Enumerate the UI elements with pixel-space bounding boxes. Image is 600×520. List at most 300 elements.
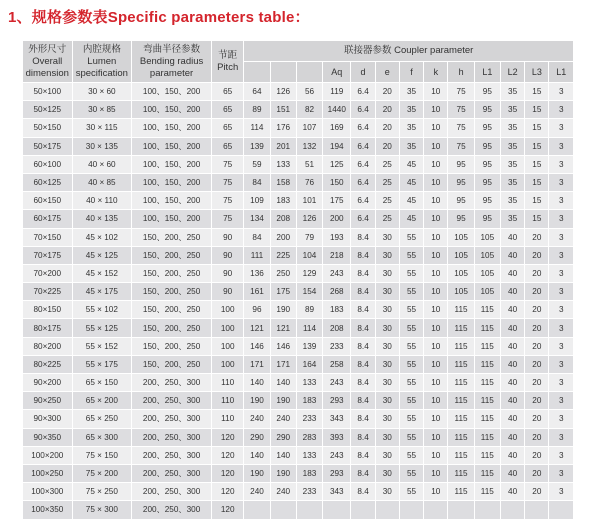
table-cell: 1440 <box>323 101 350 118</box>
table-cell: 3 <box>549 83 573 100</box>
table-cell: 90×250 <box>23 392 72 409</box>
table-cell: 80×200 <box>23 338 72 355</box>
table-cell: 115 <box>475 447 500 464</box>
table-cell: 40 <box>501 374 524 391</box>
table-cell: 30 <box>376 447 399 464</box>
table-cell: 115 <box>475 483 500 500</box>
table-cell: 140 <box>271 447 296 464</box>
table-cell: 40 <box>501 410 524 427</box>
table-cell: 55 <box>400 247 423 264</box>
coupler-column-header: e <box>376 62 399 82</box>
table-cell: 100、150、200 <box>132 210 211 227</box>
table-cell: 225 <box>271 247 296 264</box>
table-cell: 95 <box>475 210 500 227</box>
table-cell: 20 <box>525 247 548 264</box>
table-cell: 343 <box>323 483 350 500</box>
table-cell: 15 <box>525 119 548 136</box>
table-cell: 75 <box>212 192 243 209</box>
table-row <box>23 301 573 318</box>
table-cell: 80×150 <box>23 301 72 318</box>
table-cell: 3 <box>549 447 573 464</box>
table-cell: 10 <box>424 447 447 464</box>
table-cell <box>525 501 548 518</box>
table-cell: 171 <box>244 356 269 373</box>
table-cell: 65 <box>212 83 243 100</box>
table-cell: 250 <box>271 265 296 282</box>
table-cell: 115 <box>448 465 473 482</box>
table-cell: 8.4 <box>351 283 374 300</box>
table-cell: 35 <box>501 174 524 191</box>
header-overall-dimension: 外形尺寸 Overall dimension <box>23 41 72 82</box>
table-cell: 134 <box>244 210 269 227</box>
table-cell <box>351 501 374 518</box>
table-cell: 30 × 135 <box>73 138 132 155</box>
table-cell: 115 <box>448 429 473 446</box>
table-cell: 8.4 <box>351 247 374 264</box>
table-cell: 100×300 <box>23 483 72 500</box>
table-cell: 40 <box>501 392 524 409</box>
header-pitch: 节距 Pitch <box>212 41 243 82</box>
table-cell: 133 <box>297 447 322 464</box>
table-cell: 15 <box>525 138 548 155</box>
table-cell: 70×200 <box>23 265 72 282</box>
table-cell: 3 <box>549 429 573 446</box>
table-cell: 101 <box>297 192 322 209</box>
table-cell: 125 <box>323 156 350 173</box>
table-cell: 115 <box>475 338 500 355</box>
table-cell: 30 <box>376 465 399 482</box>
table-cell: 76 <box>297 174 322 191</box>
table-cell: 111 <box>244 247 269 264</box>
table-cell: 115 <box>448 483 473 500</box>
table-cell: 105 <box>448 229 473 246</box>
table-cell: 40 <box>501 265 524 282</box>
table-cell: 3 <box>549 374 573 391</box>
table-cell: 55 <box>400 410 423 427</box>
table-cell: 40 <box>501 447 524 464</box>
table-cell: 240 <box>271 483 296 500</box>
table-cell: 190 <box>244 465 269 482</box>
table-cell: 30 <box>376 247 399 264</box>
table-cell <box>271 501 296 518</box>
table-cell: 114 <box>297 319 322 336</box>
table-cell: 90×300 <box>23 410 72 427</box>
table-cell: 183 <box>271 192 296 209</box>
table-cell: 75 <box>448 119 473 136</box>
table-cell: 121 <box>271 319 296 336</box>
coupler-column-header: L1 <box>475 62 500 82</box>
coupler-column-header: L3 <box>525 62 548 82</box>
table-cell: 183 <box>297 392 322 409</box>
table-cell: 119 <box>323 83 350 100</box>
table-cell: 105 <box>448 247 473 264</box>
table-cell: 3 <box>549 283 573 300</box>
table-cell: 154 <box>297 283 322 300</box>
table-cell: 10 <box>424 156 447 173</box>
table-cell: 183 <box>297 465 322 482</box>
table-cell: 240 <box>244 483 269 500</box>
table-cell: 40 <box>501 301 524 318</box>
table-cell: 60×150 <box>23 192 72 209</box>
table-cell: 258 <box>323 356 350 373</box>
table-cell: 115 <box>475 374 500 391</box>
table-cell: 120 <box>212 501 243 518</box>
table-cell: 60×175 <box>23 210 72 227</box>
table-cell: 55 × 102 <box>73 301 132 318</box>
table-cell: 3 <box>549 156 573 173</box>
table-cell: 10 <box>424 192 447 209</box>
table-cell: 75 <box>448 83 473 100</box>
table-cell: 121 <box>244 319 269 336</box>
table-row <box>23 283 573 300</box>
table-cell: 10 <box>424 465 447 482</box>
table-cell: 3 <box>549 265 573 282</box>
table-row <box>23 138 573 155</box>
table-cell: 10 <box>424 101 447 118</box>
table-cell: 95 <box>475 156 500 173</box>
table-cell: 169 <box>323 119 350 136</box>
table-row <box>23 356 573 373</box>
table-cell: 20 <box>376 119 399 136</box>
table-cell: 30 <box>376 283 399 300</box>
table-row <box>23 119 573 136</box>
table-cell <box>501 501 524 518</box>
table-cell: 100 <box>212 301 243 318</box>
table-cell: 75 <box>448 101 473 118</box>
table-cell <box>323 501 350 518</box>
table-cell: 293 <box>323 465 350 482</box>
table-cell: 115 <box>475 429 500 446</box>
table-cell: 105 <box>448 265 473 282</box>
coupler-column-header: h <box>448 62 473 82</box>
table-cell: 105 <box>475 229 500 246</box>
table-cell: 40 <box>501 465 524 482</box>
table-cell: 3 <box>549 319 573 336</box>
table-cell: 171 <box>271 356 296 373</box>
table-cell: 176 <box>271 119 296 136</box>
table-cell: 126 <box>297 210 322 227</box>
table-cell: 50×100 <box>23 83 72 100</box>
table-cell: 20 <box>525 319 548 336</box>
table-cell: 268 <box>323 283 350 300</box>
table-cell <box>297 501 322 518</box>
table-cell: 100、150、200 <box>132 174 211 191</box>
table-cell: 115 <box>448 447 473 464</box>
table-cell: 40 <box>501 283 524 300</box>
table-cell: 100、150、200 <box>132 119 211 136</box>
table-cell: 75 <box>212 210 243 227</box>
table-cell: 15 <box>525 174 548 191</box>
table-cell: 146 <box>244 338 269 355</box>
table-cell: 10 <box>424 301 447 318</box>
table-cell: 30 <box>376 374 399 391</box>
table-cell: 40 <box>501 429 524 446</box>
table-cell: 45 × 125 <box>73 247 132 264</box>
table-cell: 35 <box>501 83 524 100</box>
table-cell: 84 <box>244 174 269 191</box>
table-cell: 200、250、300 <box>132 392 211 409</box>
table-cell: 75 <box>448 138 473 155</box>
table-cell: 60×125 <box>23 174 72 191</box>
table-cell: 55 <box>400 465 423 482</box>
table-cell: 15 <box>525 101 548 118</box>
table-cell: 240 <box>271 410 296 427</box>
table-cell: 6.4 <box>351 156 374 173</box>
table-cell: 59 <box>244 156 269 173</box>
header-coupler-parameter: 联接器参数 Coupler parameter <box>244 41 573 61</box>
header-bending-radius: 弯曲半径参数 Bending radius parameter <box>132 41 211 82</box>
table-cell: 3 <box>549 138 573 155</box>
table-cell: 40 <box>501 229 524 246</box>
table-cell: 56 <box>297 83 322 100</box>
table-cell: 150 <box>323 174 350 191</box>
table-cell: 35 <box>400 101 423 118</box>
table-cell: 10 <box>424 410 447 427</box>
coupler-column-header: d <box>351 62 374 82</box>
table-cell: 95 <box>475 174 500 191</box>
table-cell: 40 × 85 <box>73 174 132 191</box>
table-cell: 140 <box>271 374 296 391</box>
table-cell: 75 × 250 <box>73 483 132 500</box>
table-cell: 10 <box>424 283 447 300</box>
table-cell: 80×225 <box>23 356 72 373</box>
table-cell: 89 <box>244 101 269 118</box>
table-cell: 70×150 <box>23 229 72 246</box>
table-cell: 95 <box>475 119 500 136</box>
table-cell: 8.4 <box>351 229 374 246</box>
table-row <box>23 501 573 518</box>
table-cell: 105 <box>475 283 500 300</box>
table-cell: 45 <box>400 192 423 209</box>
table-cell: 45 × 175 <box>73 283 132 300</box>
table-cell: 95 <box>448 192 473 209</box>
table-cell: 115 <box>475 410 500 427</box>
table-cell: 120 <box>212 465 243 482</box>
table-row <box>23 447 573 464</box>
table-cell: 96 <box>244 301 269 318</box>
table-cell: 40 <box>501 338 524 355</box>
table-cell: 290 <box>271 429 296 446</box>
table-cell: 20 <box>376 83 399 100</box>
table-cell: 240 <box>244 410 269 427</box>
table-cell: 64 <box>244 83 269 100</box>
table-cell: 115 <box>448 410 473 427</box>
table-cell: 3 <box>549 356 573 373</box>
table-cell: 65 × 300 <box>73 429 132 446</box>
table-cell: 90×350 <box>23 429 72 446</box>
table-cell: 3 <box>549 174 573 191</box>
table-cell: 8.4 <box>351 338 374 355</box>
table-cell: 20 <box>525 410 548 427</box>
table-cell: 40 <box>501 319 524 336</box>
table-cell: 90 <box>212 265 243 282</box>
table-cell: 100、150、200 <box>132 83 211 100</box>
table-cell: 30 <box>376 265 399 282</box>
table-cell: 10 <box>424 429 447 446</box>
table-cell: 55 <box>400 301 423 318</box>
table-row <box>23 338 573 355</box>
table-cell: 40 <box>501 356 524 373</box>
table-cell: 201 <box>271 138 296 155</box>
table-cell: 55 <box>400 374 423 391</box>
table-cell: 35 <box>400 83 423 100</box>
table-cell: 8.4 <box>351 429 374 446</box>
table-cell: 110 <box>212 374 243 391</box>
table-cell: 110 <box>212 392 243 409</box>
table-cell: 150、200、250 <box>132 283 211 300</box>
table-cell: 150、200、250 <box>132 319 211 336</box>
table-cell: 50×150 <box>23 119 72 136</box>
table-cell: 75 <box>212 174 243 191</box>
table-cell: 3 <box>549 119 573 136</box>
table-cell: 30 <box>376 229 399 246</box>
table-cell: 200 <box>271 229 296 246</box>
table-cell: 107 <box>297 119 322 136</box>
table-cell: 89 <box>297 301 322 318</box>
table-cell: 8.4 <box>351 410 374 427</box>
table-cell: 20 <box>376 138 399 155</box>
table-cell: 343 <box>323 410 350 427</box>
table-cell: 114 <box>244 119 269 136</box>
table-cell: 233 <box>297 483 322 500</box>
table-cell: 70×225 <box>23 283 72 300</box>
table-cell: 175 <box>271 283 296 300</box>
table-cell: 20 <box>525 465 548 482</box>
table-cell: 115 <box>475 465 500 482</box>
table-cell: 30 <box>376 410 399 427</box>
table-row <box>23 319 573 336</box>
table-cell: 164 <box>297 356 322 373</box>
table-cell: 8.4 <box>351 301 374 318</box>
table-cell: 40 × 60 <box>73 156 132 173</box>
table-cell: 30 <box>376 392 399 409</box>
table-cell: 150、200、250 <box>132 265 211 282</box>
table-cell: 95 <box>448 174 473 191</box>
coupler-column-header: k <box>424 62 447 82</box>
table-cell: 283 <box>297 429 322 446</box>
table-cell: 6.4 <box>351 174 374 191</box>
table-cell: 35 <box>501 210 524 227</box>
table-cell: 25 <box>376 192 399 209</box>
table-cell: 115 <box>448 392 473 409</box>
table-cell: 8.4 <box>351 374 374 391</box>
table-cell: 65 × 200 <box>73 392 132 409</box>
table-cell: 3 <box>549 192 573 209</box>
table-cell: 8.4 <box>351 483 374 500</box>
table-cell: 55 <box>400 447 423 464</box>
table-cell: 8.4 <box>351 447 374 464</box>
table-cell: 55 <box>400 283 423 300</box>
table-cell: 132 <box>297 138 322 155</box>
table-cell: 3 <box>549 410 573 427</box>
table-cell: 79 <box>297 229 322 246</box>
table-cell: 55 <box>400 265 423 282</box>
parameters-table <box>22 40 574 520</box>
table-cell: 8.4 <box>351 465 374 482</box>
table-cell: 3 <box>549 338 573 355</box>
table-cell: 65 <box>212 119 243 136</box>
table-cell: 115 <box>475 392 500 409</box>
table-cell: 233 <box>297 410 322 427</box>
table-cell: 140 <box>244 447 269 464</box>
page-title: 1、规格参数表Specific parameters table： <box>8 9 310 26</box>
table-cell: 208 <box>271 210 296 227</box>
coupler-column-header: L2 <box>501 62 524 82</box>
table-cell: 55 <box>400 319 423 336</box>
table-row <box>23 465 573 482</box>
table-cell: 45 × 102 <box>73 229 132 246</box>
table-cell: 6.4 <box>351 83 374 100</box>
table-cell: 3 <box>549 483 573 500</box>
table-cell: 25 <box>376 156 399 173</box>
table-cell: 40 <box>501 247 524 264</box>
table-cell: 110 <box>212 410 243 427</box>
table-cell: 30 × 85 <box>73 101 132 118</box>
table-cell: 10 <box>424 210 447 227</box>
table-cell: 55 × 152 <box>73 338 132 355</box>
table-cell: 175 <box>323 192 350 209</box>
table-cell: 8.4 <box>351 392 374 409</box>
table-cell <box>376 501 399 518</box>
table-row <box>23 429 573 446</box>
table-row <box>23 247 573 264</box>
table-cell: 10 <box>424 265 447 282</box>
table-cell: 20 <box>525 429 548 446</box>
table-cell: 104 <box>297 247 322 264</box>
table-cell: 115 <box>448 319 473 336</box>
table-cell: 139 <box>297 338 322 355</box>
table-cell <box>549 501 573 518</box>
table-cell: 35 <box>400 138 423 155</box>
table-cell: 30 <box>376 429 399 446</box>
table-cell: 105 <box>475 265 500 282</box>
table-cell: 45 × 152 <box>73 265 132 282</box>
table-cell: 100×350 <box>23 501 72 518</box>
table-cell: 45 <box>400 210 423 227</box>
table-cell: 10 <box>424 83 447 100</box>
table-cell: 40 <box>501 483 524 500</box>
table-cell: 109 <box>244 192 269 209</box>
table-cell: 105 <box>448 283 473 300</box>
table-cell: 82 <box>297 101 322 118</box>
table-row <box>23 265 573 282</box>
table-cell: 20 <box>525 483 548 500</box>
table-cell: 133 <box>297 374 322 391</box>
table-cell: 35 <box>501 101 524 118</box>
table-cell: 139 <box>244 138 269 155</box>
table-row <box>23 374 573 391</box>
table-cell: 6.4 <box>351 119 374 136</box>
table-cell: 35 <box>501 156 524 173</box>
table-cell: 190 <box>244 392 269 409</box>
table-cell: 115 <box>475 356 500 373</box>
table-cell: 3 <box>549 101 573 118</box>
table-row <box>23 392 573 409</box>
table-cell: 80×175 <box>23 319 72 336</box>
table-cell: 140 <box>244 374 269 391</box>
table-cell: 120 <box>212 483 243 500</box>
table-cell: 55 <box>400 429 423 446</box>
table-cell: 30 <box>376 301 399 318</box>
table-cell: 50×125 <box>23 101 72 118</box>
table-cell: 95 <box>475 83 500 100</box>
table-cell: 183 <box>323 301 350 318</box>
table-row <box>23 410 573 427</box>
table-cell: 126 <box>271 83 296 100</box>
table-cell: 35 <box>501 192 524 209</box>
table-row <box>23 483 573 500</box>
table-cell: 100 <box>212 356 243 373</box>
